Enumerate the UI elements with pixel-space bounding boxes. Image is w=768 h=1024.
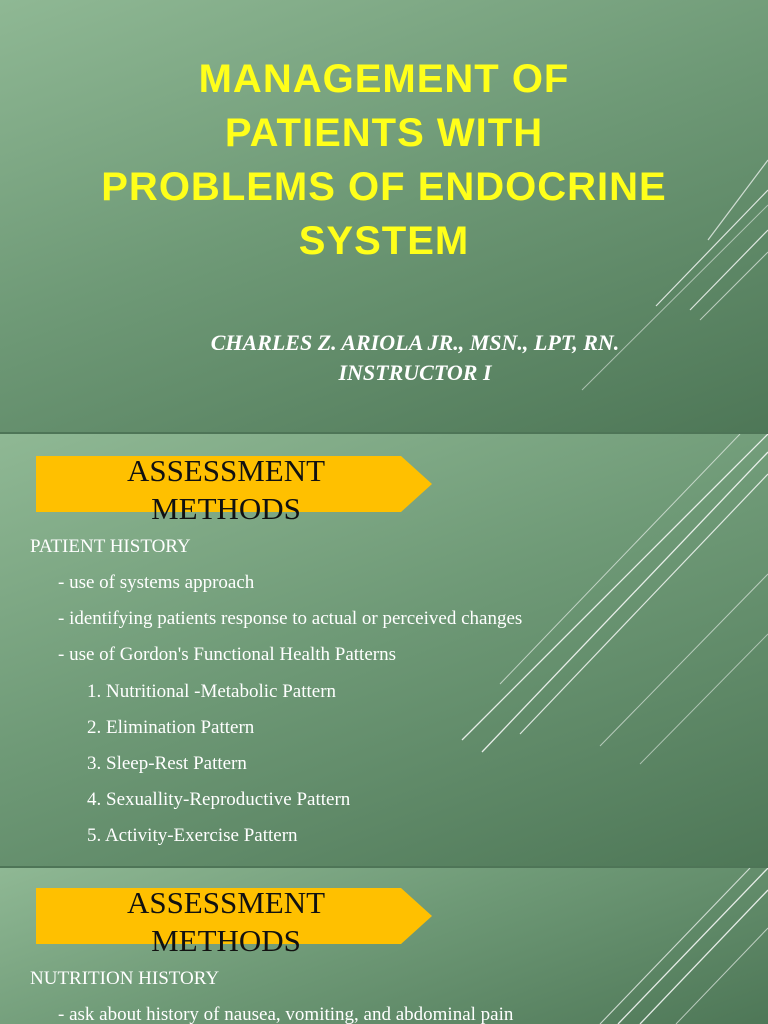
slide-title-text <box>0 52 768 268</box>
title-line: PROBLEMS OF ENDOCRINE <box>101 165 667 209</box>
section-banner <box>36 453 432 526</box>
list-item: 2. Elimination Pattern <box>87 717 255 738</box>
banner-label <box>96 884 356 960</box>
section-banner <box>36 885 432 958</box>
slide-assessment-patient-history <box>0 434 768 866</box>
slide-assessment-nutrition-history <box>0 868 768 1024</box>
title-line: SYSTEM <box>298 219 470 263</box>
section-heading: PATIENT HISTORY <box>30 536 191 557</box>
list-item: 1. Nutritional -Metabolic Pattern <box>87 681 337 702</box>
author-block <box>100 328 730 388</box>
list-item: 5. Activity-Exercise Pattern <box>87 825 298 846</box>
banner-line: METHODS <box>151 491 301 526</box>
list-item: 4. Sexuallity-Reproductive Pattern <box>87 789 351 810</box>
list-item: - ask about history of nausea, vomiting, and abdominal pain <box>58 1004 514 1024</box>
title-line: MANAGEMENT OF <box>198 57 570 101</box>
author-name: CHARLES Z. ARIOLA JR., MSN., LPT, RN. <box>210 330 620 355</box>
banner-label <box>96 452 356 528</box>
section-heading: NUTRITION HISTORY <box>30 968 220 989</box>
list-item: - use of systems approach <box>58 572 255 593</box>
banner-line: METHODS <box>151 923 301 958</box>
list-item: - identifying patients response to actual or perceived changes <box>58 608 523 629</box>
list-item: - use of Gordon's Functional Health Patterns <box>58 644 396 665</box>
slide-title <box>0 0 768 432</box>
list-item: 3. Sleep-Rest Pattern <box>87 753 247 774</box>
title-line: PATIENTS WITH <box>224 111 544 155</box>
banner-line: ASSESSMENT <box>126 885 326 920</box>
author-role: INSTRUCTOR I <box>338 360 492 385</box>
banner-line: ASSESSMENT <box>126 453 326 488</box>
